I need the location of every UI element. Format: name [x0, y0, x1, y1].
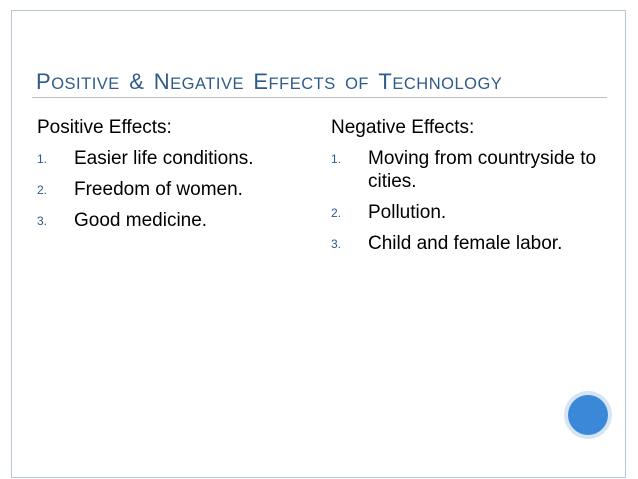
- positive-effects-list: [37, 147, 307, 232]
- positive-effects-column: [37, 116, 307, 240]
- title-word: NEGATIVE: [153, 69, 244, 94]
- title-word: EFFECTS: [253, 69, 336, 94]
- list-item-text: Good medicine.: [74, 210, 208, 231]
- negative-effects-list: [331, 147, 621, 255]
- list-item: [37, 209, 307, 232]
- negative-effects-column: [331, 116, 621, 263]
- title-word: TECHNOLOGY: [378, 69, 503, 94]
- list-item-number: 3.: [37, 214, 48, 228]
- list-item-text: Freedom of women.: [74, 179, 243, 200]
- decorative-circle-icon: [568, 395, 608, 435]
- list-item-text: Easier life conditions.: [74, 148, 254, 169]
- negative-effects-heading: Negative Effects:: [331, 117, 475, 138]
- list-item-number: 2.: [37, 183, 48, 197]
- title-word: &: [129, 69, 145, 94]
- list-item-number: 1.: [331, 152, 342, 166]
- list-item: [37, 178, 307, 201]
- list-item-number: 2.: [331, 206, 342, 220]
- list-item: [37, 147, 307, 170]
- list-item-text: Child and female labor.: [368, 233, 563, 254]
- list-item: [331, 147, 621, 193]
- slide-title: [36, 62, 502, 94]
- list-item-number: 3.: [331, 237, 342, 251]
- list-item-text: Pollution.: [368, 202, 447, 223]
- positive-effects-heading: Positive Effects:: [37, 117, 172, 138]
- title-divider: [32, 97, 607, 98]
- list-item: [331, 201, 621, 224]
- title-word: OF: [345, 75, 370, 93]
- list-item-number: 1.: [37, 152, 48, 166]
- list-item-text: Moving from countryside to cities.: [368, 148, 597, 192]
- title-word: POSITIVE: [36, 69, 120, 94]
- list-item: [331, 232, 621, 255]
